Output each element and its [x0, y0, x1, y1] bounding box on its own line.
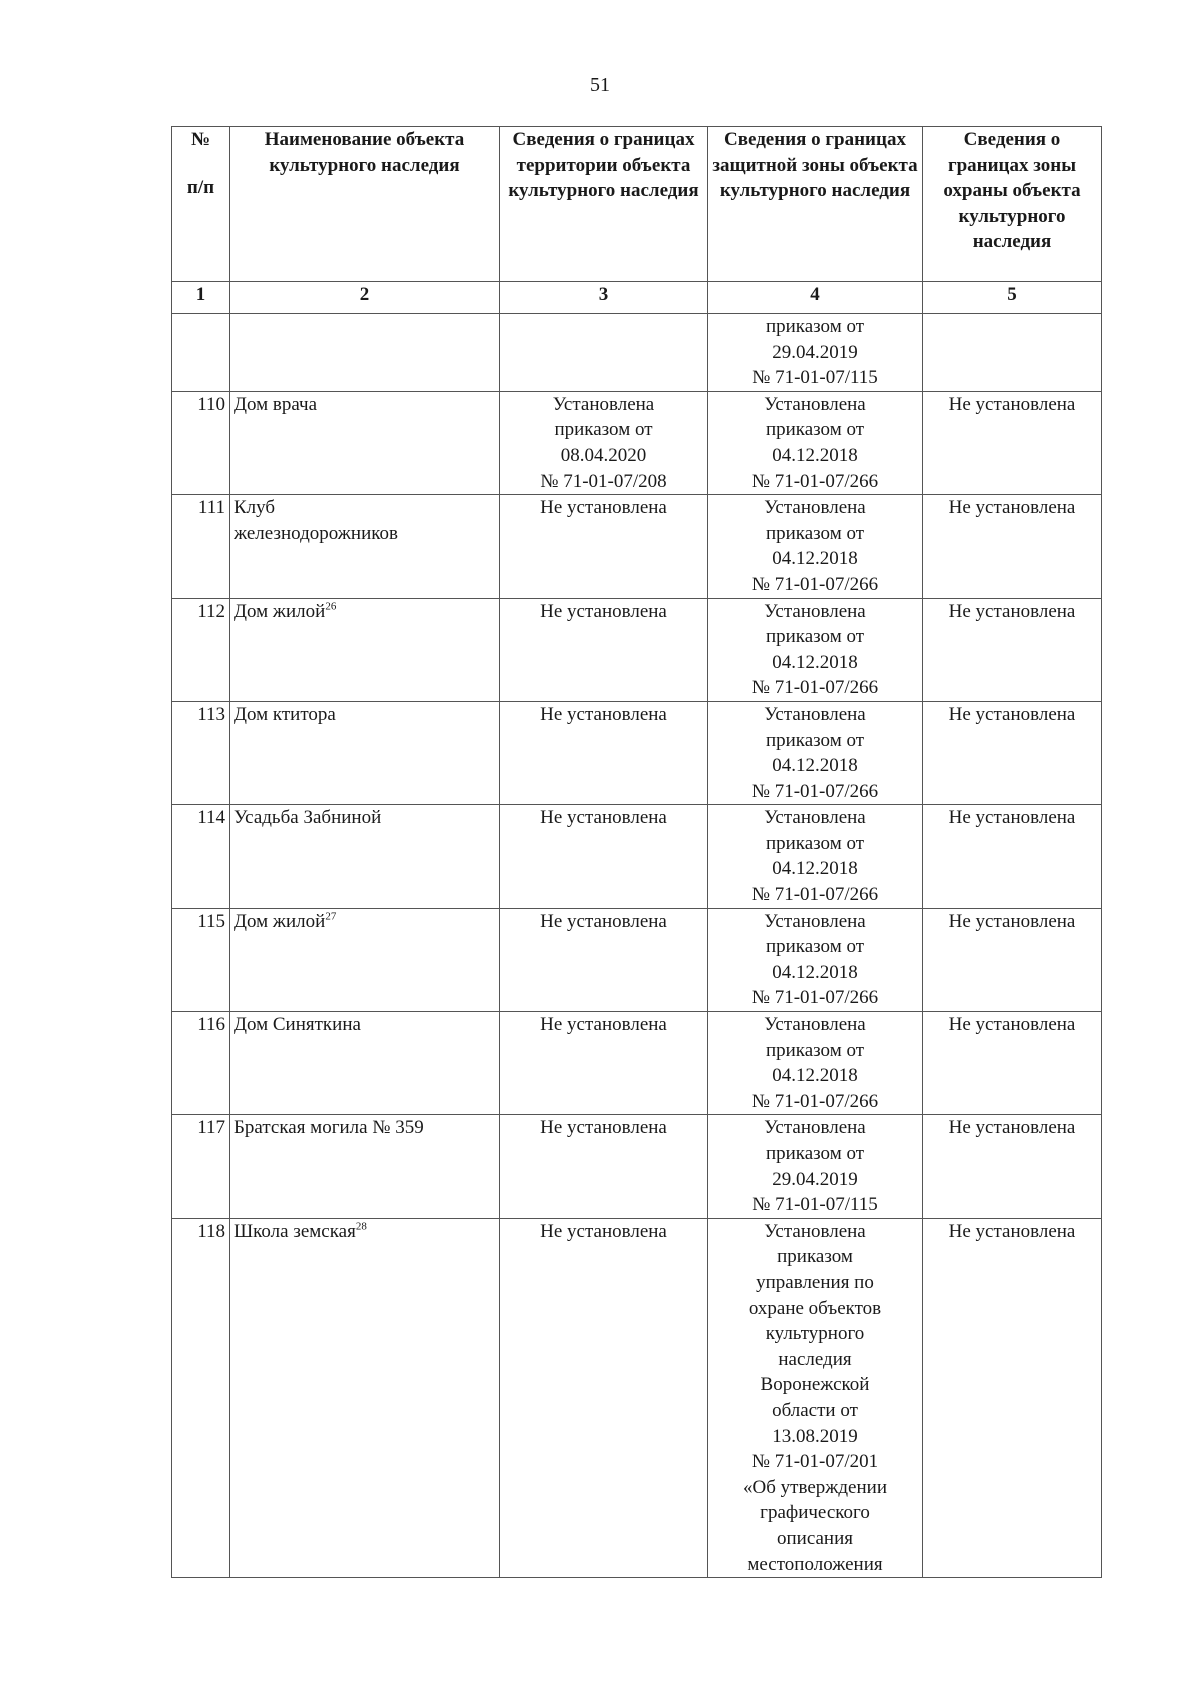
- column-numbers-row: [172, 282, 1102, 314]
- table-row: [172, 1218, 1102, 1577]
- cell-protective-zone: Установлена приказом управления по охране объектов культурного наследия Воронежской области от 13.08.2019 № 71-01-07/201 «Об утверждении графического описания местоположения: [708, 1218, 923, 1577]
- cell-name: [230, 598, 500, 701]
- cell-territory: Не установлена: [500, 805, 708, 908]
- cell-name: [230, 701, 500, 804]
- cell-protective-zone: Установлена приказом от 04.12.2018 № 71-01-07/266: [708, 805, 923, 908]
- cell-security-zone: [923, 314, 1102, 392]
- cell-name: [230, 908, 500, 1011]
- table-row: [172, 598, 1102, 701]
- cell-name: [230, 1012, 500, 1115]
- cell-number: 111: [172, 495, 230, 598]
- cell-territory: Не установлена: [500, 701, 708, 804]
- column-number: 3: [500, 282, 708, 314]
- object-name: Дом жилой: [234, 910, 326, 932]
- table-row: [172, 495, 1102, 598]
- header-protective-zone: Сведения о границах защитной зоны объекта культурного наследия: [708, 127, 923, 282]
- cell-protective-zone: Установлена приказом от 04.12.2018 № 71-01-07/266: [708, 701, 923, 804]
- cell-territory: Не установлена: [500, 1115, 708, 1218]
- cell-name: [230, 314, 500, 392]
- cell-protective-zone: Установлена приказом от 04.12.2018 № 71-01-07/266: [708, 391, 923, 494]
- cell-number: 113: [172, 701, 230, 804]
- object-name: Дом жилой: [234, 600, 326, 622]
- column-number: 4: [708, 282, 923, 314]
- header-name: Наименование объекта культурного наследия: [230, 127, 500, 282]
- cell-security-zone: Не установлена: [923, 701, 1102, 804]
- table-header-row: [172, 127, 1102, 282]
- cell-security-zone: Не установлена: [923, 1012, 1102, 1115]
- header-number-pp: п/п: [186, 176, 215, 198]
- cell-territory: Установлена приказом от 08.04.2020 № 71-01-07/208: [500, 391, 708, 494]
- header-territory: Сведения о границах территории объекта культурного наследия: [500, 127, 708, 282]
- cell-name: [230, 495, 500, 598]
- page-number: 51: [590, 74, 610, 96]
- cell-territory: Не установлена: [500, 598, 708, 701]
- cell-territory: [500, 314, 708, 392]
- table-row: [172, 1115, 1102, 1218]
- object-name: Школа земская: [234, 1220, 356, 1242]
- footnote-marker: 27: [325, 910, 337, 923]
- header-number-sign: №: [190, 129, 211, 150]
- footnote-marker: 26: [325, 600, 337, 613]
- cell-territory: Не установлена: [500, 908, 708, 1011]
- cell-number: 116: [172, 1012, 230, 1115]
- cell-number: [172, 314, 230, 392]
- table-row: [172, 391, 1102, 494]
- cell-security-zone: Не установлена: [923, 1218, 1102, 1577]
- cell-number: 114: [172, 805, 230, 908]
- object-name: Дом ктитора: [234, 703, 336, 725]
- cell-number: 112: [172, 598, 230, 701]
- column-number: 2: [230, 282, 500, 314]
- cell-name: [230, 1115, 500, 1218]
- cell-number: 118: [172, 1218, 230, 1577]
- cell-protective-zone: Установлена приказом от 29.04.2019 № 71-01-07/115: [708, 1115, 923, 1218]
- column-number: 5: [923, 282, 1102, 314]
- cell-security-zone: Не установлена: [923, 391, 1102, 494]
- cell-protective-zone: Установлена приказом от 04.12.2018 № 71-01-07/266: [708, 908, 923, 1011]
- object-name: Братская могила № 359: [234, 1117, 424, 1139]
- cell-name: [230, 391, 500, 494]
- cell-security-zone: Не установлена: [923, 598, 1102, 701]
- cell-protective-zone: Установлена приказом от 04.12.2018 № 71-01-07/266: [708, 598, 923, 701]
- object-name: Усадьба Забниной: [234, 807, 382, 829]
- footnote-marker: 28: [355, 1220, 367, 1233]
- cell-number: 115: [172, 908, 230, 1011]
- cell-territory: Не установлена: [500, 1218, 708, 1577]
- cell-name: [230, 1218, 500, 1577]
- cell-protective-zone: Установлена приказом от 04.12.2018 № 71-01-07/266: [708, 1012, 923, 1115]
- cell-number: 110: [172, 391, 230, 494]
- heritage-objects-table: [171, 126, 1102, 1578]
- table-row: [172, 908, 1102, 1011]
- table-row: [172, 1012, 1102, 1115]
- cell-security-zone: Не установлена: [923, 908, 1102, 1011]
- cell-name: [230, 805, 500, 908]
- object-name: Клуб железнодорожников: [234, 497, 398, 544]
- cell-territory: Не установлена: [500, 1012, 708, 1115]
- table-row-continuation: [172, 314, 1102, 392]
- cell-territory: Не установлена: [500, 495, 708, 598]
- cell-protective-zone: Установлена приказом от 04.12.2018 № 71-01-07/266: [708, 495, 923, 598]
- header-security-zone: Сведения о границах зоны охраны объекта культурного наследия: [923, 127, 1102, 282]
- cell-number: 117: [172, 1115, 230, 1218]
- cell-security-zone: Не установлена: [923, 495, 1102, 598]
- cell-protective-zone: приказом от 29.04.2019 № 71-01-07/115: [708, 314, 923, 392]
- table-row: [172, 701, 1102, 804]
- object-name: Дом Синяткина: [234, 1014, 361, 1036]
- cell-security-zone: Не установлена: [923, 1115, 1102, 1218]
- table-row: [172, 805, 1102, 908]
- object-name: Дом врача: [234, 393, 318, 415]
- cell-security-zone: Не установлена: [923, 805, 1102, 908]
- header-number: [172, 127, 230, 282]
- column-number: 1: [172, 282, 230, 314]
